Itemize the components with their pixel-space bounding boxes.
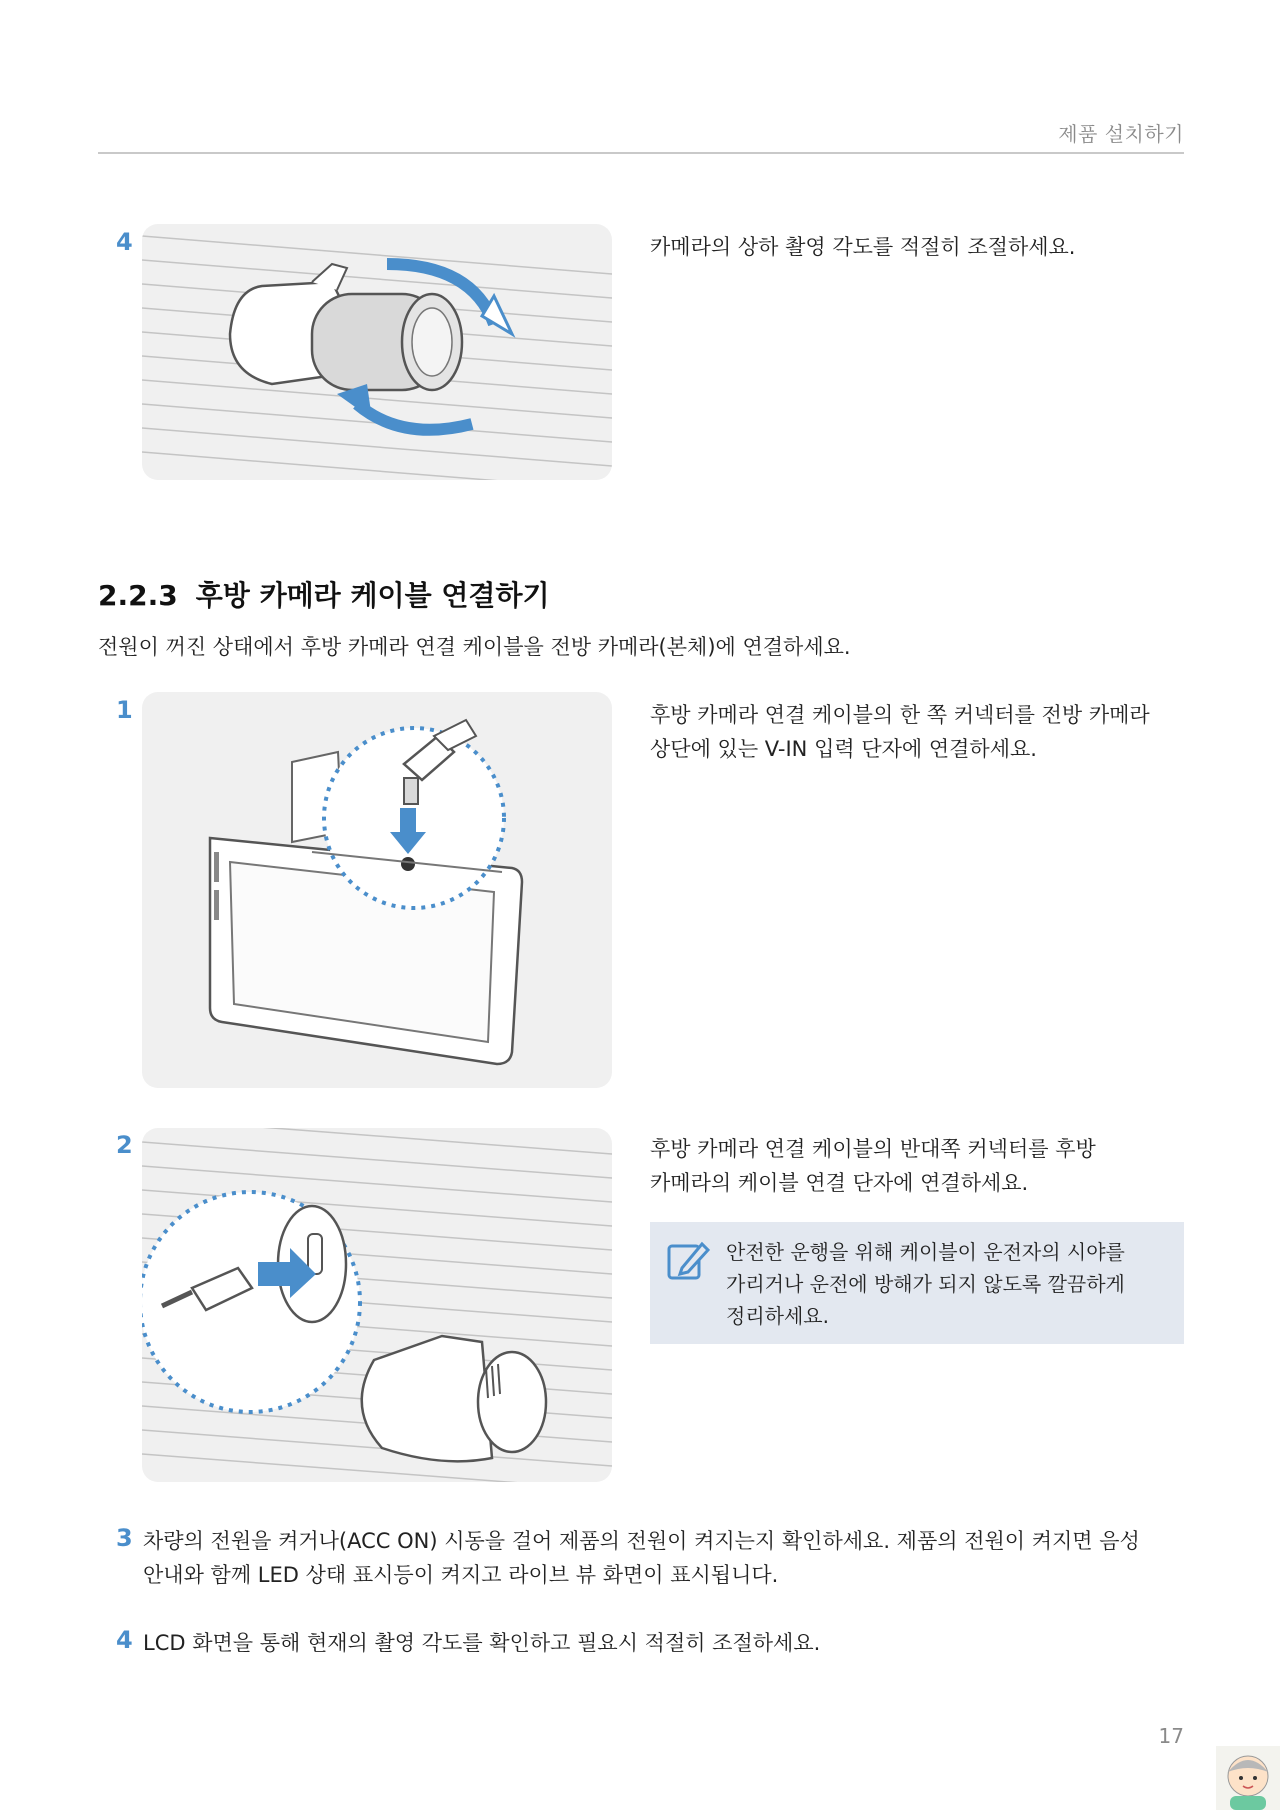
page-number: 17	[1158, 1724, 1184, 1748]
step-text-line: LCD 화면을 통해 현재의 촬영 각도를 확인하고 필요시 적절히 조절하세요.	[143, 1631, 821, 1655]
step-text-line: 안내와 함께 LED 상태 표시등이 켜지고 라이브 뷰 화면이 표시됩니다.	[143, 1563, 779, 1587]
step-number: 3	[116, 1524, 133, 1552]
step-text-line: 후방 카메라 연결 케이블의 반대쪽 커넥터를 후방	[650, 1137, 1096, 1161]
step-number: 4	[116, 1626, 133, 1654]
top-step-number: 4	[116, 228, 133, 256]
note-text	[726, 1236, 1166, 1332]
step-text-line: 카메라의 케이블 연결 단자에 연결하세요.	[650, 1171, 1029, 1195]
section-intro: 전원이 꺼진 상태에서 후방 카메라 연결 케이블을 전방 카메라(본체)에 연결하세요.	[98, 635, 851, 659]
note-text-line: 안전한 운행을 위해 케이블이 운전자의 시야를	[726, 1240, 1125, 1264]
header-divider	[98, 152, 1184, 154]
note-text-line: 가리거나 운전에 방해가 되지 않도록 깔끔하게	[726, 1272, 1125, 1296]
step-text-line: 후방 카메라 연결 케이블의 한 쪽 커넥터를 전방 카메라	[650, 703, 1150, 727]
front-camera-vin-figure	[142, 692, 612, 1088]
step-text	[143, 1524, 1140, 1592]
section-number: 2.2.3	[98, 579, 178, 612]
note-pencil-icon	[666, 1238, 710, 1282]
step-number: 2	[116, 1131, 133, 1159]
step-text-line: 상단에 있는 V-IN 입력 단자에 연결하세요.	[650, 737, 1037, 761]
section-title-text: 후방 카메라 케이블 연결하기	[195, 579, 550, 612]
section-title	[98, 574, 550, 614]
step-text-line: 차량의 전원을 켜거나(ACC ON) 시동을 걸어 제품의 전원이 켜지는지 확인하세요. 제품의 전원이 켜지면 음성	[143, 1529, 1140, 1553]
mascot-avatar	[1216, 1746, 1280, 1810]
top-step-text: 카메라의 상하 촬영 각도를 적절히 조절하세요.	[650, 235, 1076, 259]
camera-angle-figure	[142, 224, 612, 480]
step-text	[650, 698, 1150, 766]
step-text	[650, 1132, 1096, 1200]
step-number: 1	[116, 696, 133, 724]
step-text	[143, 1626, 820, 1660]
page-header-title: 제품 설치하기	[1058, 122, 1184, 146]
rear-camera-connector-figure	[142, 1128, 612, 1482]
note-text-line: 정리하세요.	[726, 1304, 829, 1328]
